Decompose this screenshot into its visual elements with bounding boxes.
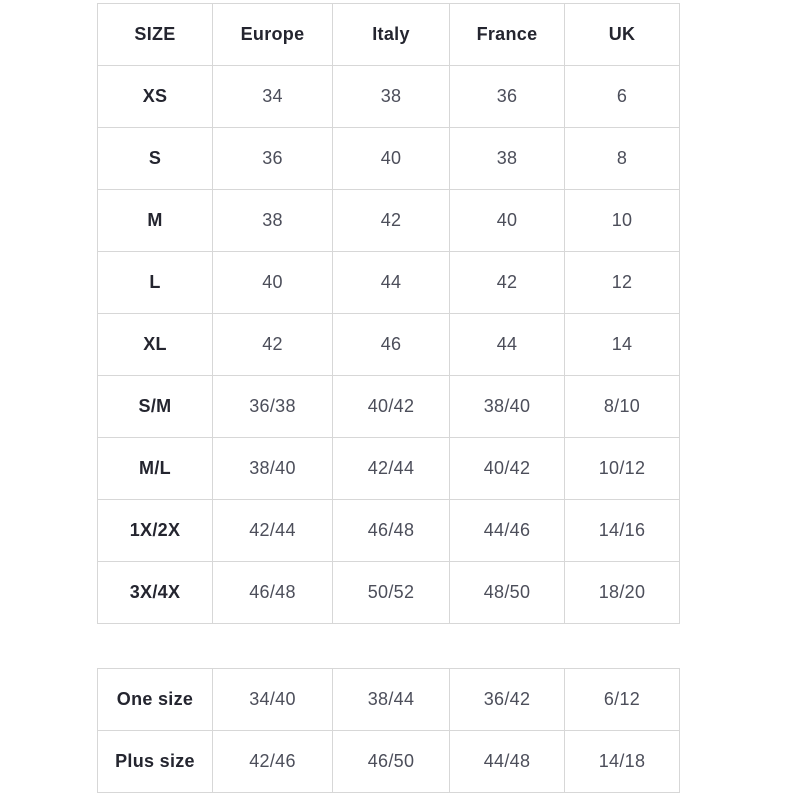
table-row	[98, 438, 680, 500]
value-cell: 40	[213, 252, 333, 314]
value-cell: 42	[450, 252, 565, 314]
value-cell: 10	[565, 190, 680, 252]
value-cell: 44/48	[450, 731, 565, 793]
table-row	[98, 669, 680, 731]
value-cell: 12	[565, 252, 680, 314]
value-cell: 18/20	[565, 562, 680, 624]
size-label-cell: 1X/2X	[98, 500, 213, 562]
header-cell-france: France	[450, 4, 565, 66]
extra-sizes-table	[97, 668, 680, 793]
value-cell: 14	[565, 314, 680, 376]
size-label-cell: M	[98, 190, 213, 252]
header-cell-size: SIZE	[98, 4, 213, 66]
size-label-cell: Plus size	[98, 731, 213, 793]
value-cell: 46/50	[333, 731, 450, 793]
value-cell: 38/40	[450, 376, 565, 438]
table-row	[98, 190, 680, 252]
header-cell-italy: Italy	[333, 4, 450, 66]
value-cell: 46/48	[333, 500, 450, 562]
value-cell: 48/50	[450, 562, 565, 624]
value-cell: 8	[565, 128, 680, 190]
value-cell: 42/46	[213, 731, 333, 793]
value-cell: 44	[333, 252, 450, 314]
table-header-row	[98, 4, 680, 66]
table-row	[98, 500, 680, 562]
size-label-cell: One size	[98, 669, 213, 731]
value-cell: 6/12	[565, 669, 680, 731]
value-cell: 40/42	[450, 438, 565, 500]
size-label-cell: S	[98, 128, 213, 190]
size-conversion-table	[97, 3, 680, 624]
value-cell: 42	[333, 190, 450, 252]
value-cell: 34/40	[213, 669, 333, 731]
value-cell: 14/18	[565, 731, 680, 793]
value-cell: 34	[213, 66, 333, 128]
value-cell: 40/42	[333, 376, 450, 438]
size-conversion-table-container	[97, 3, 679, 624]
value-cell: 10/12	[565, 438, 680, 500]
table-row	[98, 376, 680, 438]
value-cell: 40	[333, 128, 450, 190]
value-cell: 38/40	[213, 438, 333, 500]
value-cell: 46	[333, 314, 450, 376]
header-cell-uk: UK	[565, 4, 680, 66]
value-cell: 38	[333, 66, 450, 128]
extra-sizes-table-container	[97, 668, 679, 793]
table-row	[98, 66, 680, 128]
value-cell: 40	[450, 190, 565, 252]
table-row	[98, 128, 680, 190]
table-row	[98, 252, 680, 314]
value-cell: 42/44	[213, 500, 333, 562]
value-cell: 44	[450, 314, 565, 376]
value-cell: 46/48	[213, 562, 333, 624]
value-cell: 36/38	[213, 376, 333, 438]
size-label-cell: S/M	[98, 376, 213, 438]
value-cell: 50/52	[333, 562, 450, 624]
size-label-cell: M/L	[98, 438, 213, 500]
size-label-cell: XS	[98, 66, 213, 128]
size-label-cell: 3X/4X	[98, 562, 213, 624]
value-cell: 42	[213, 314, 333, 376]
table-row	[98, 562, 680, 624]
value-cell: 8/10	[565, 376, 680, 438]
value-cell: 36/42	[450, 669, 565, 731]
size-label-cell: XL	[98, 314, 213, 376]
table-row	[98, 314, 680, 376]
value-cell: 36	[450, 66, 565, 128]
value-cell: 6	[565, 66, 680, 128]
value-cell: 38	[450, 128, 565, 190]
value-cell: 14/16	[565, 500, 680, 562]
value-cell: 42/44	[333, 438, 450, 500]
size-label-cell: L	[98, 252, 213, 314]
header-cell-europe: Europe	[213, 4, 333, 66]
table-row	[98, 731, 680, 793]
value-cell: 38/44	[333, 669, 450, 731]
value-cell: 44/46	[450, 500, 565, 562]
value-cell: 36	[213, 128, 333, 190]
value-cell: 38	[213, 190, 333, 252]
